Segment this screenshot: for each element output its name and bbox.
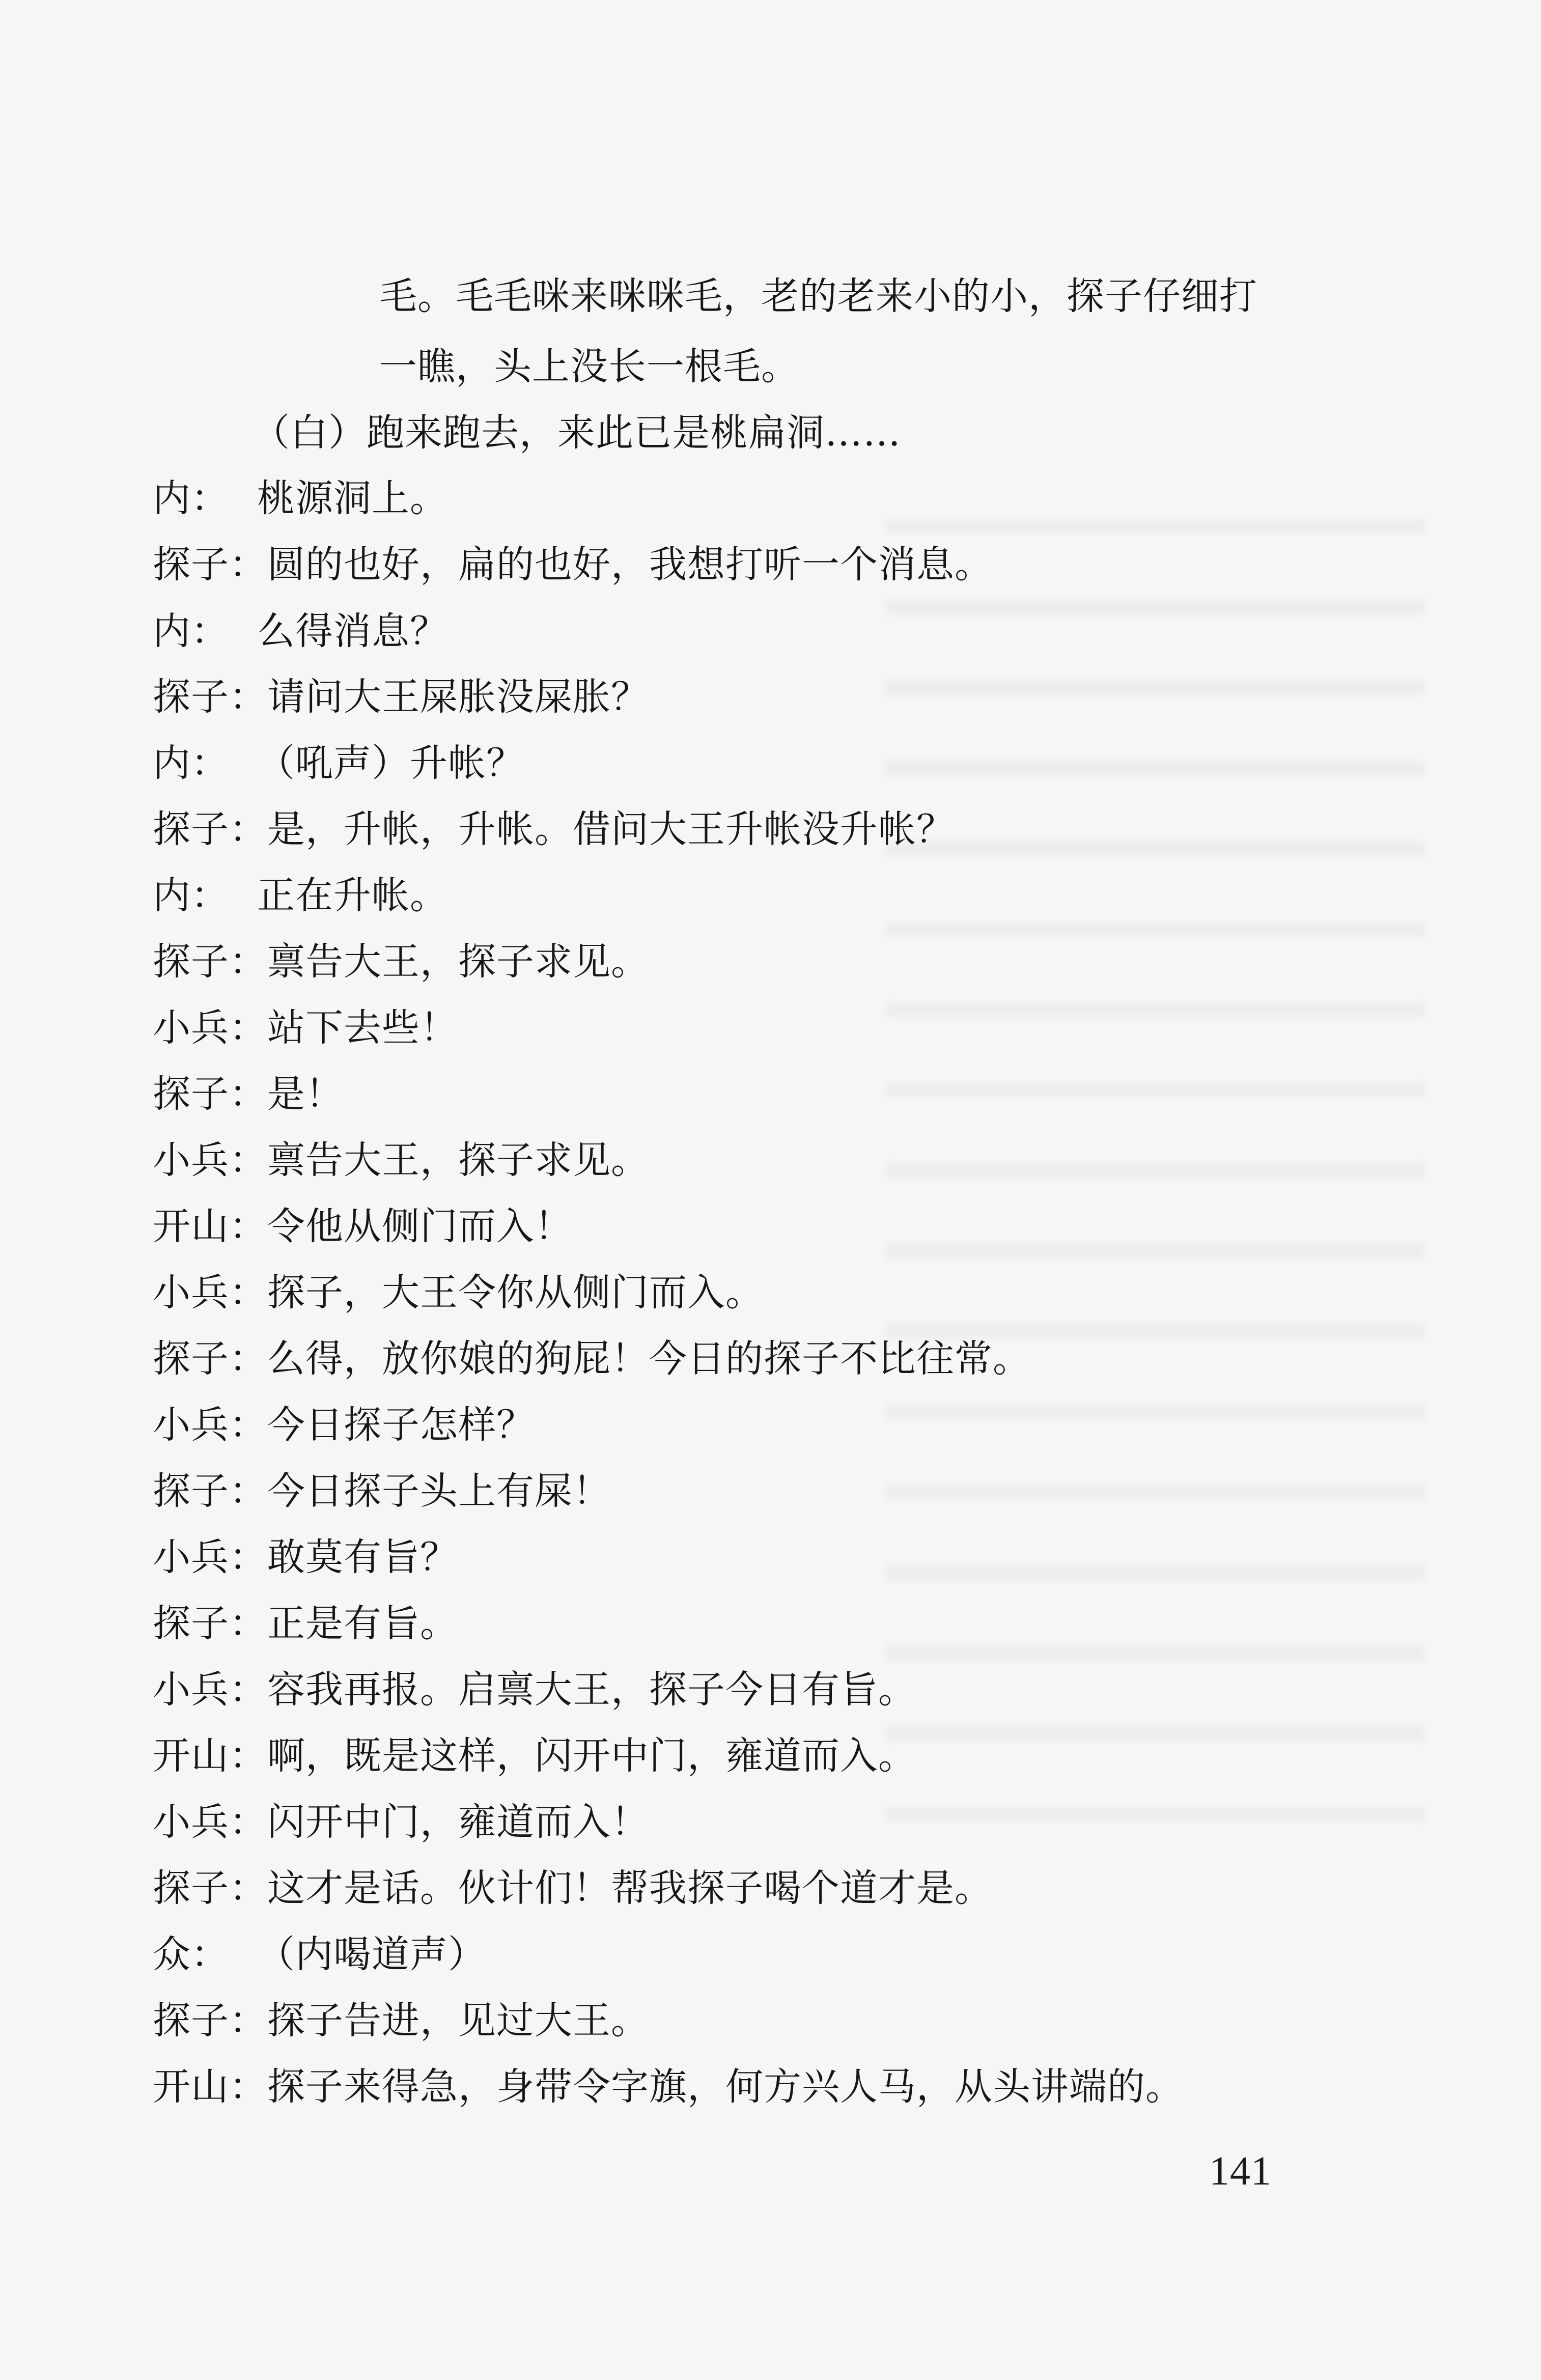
dialogue-line: [153, 1602, 458, 1645]
line-text: 么得消息？: [257, 609, 448, 653]
speaker-label: 开山：: [153, 1734, 267, 1778]
line-text: 探子，大王令你从侧门而入。: [267, 1271, 764, 1314]
speaker-label: 小兵：: [153, 1535, 267, 1579]
line-text: 容我再报。启禀大王，探子今日有旨。: [267, 1668, 916, 1712]
dialogue-line: [153, 807, 955, 851]
dialogue-line: [153, 477, 448, 520]
dialogue-line: [153, 1271, 764, 1314]
dialogue-line: [153, 609, 448, 653]
speaker-label: 探子：: [153, 675, 267, 719]
speaker-label: 探子：: [153, 1072, 267, 1116]
dialogue-line: [153, 1006, 458, 1050]
line-text: 敢莫有旨？: [267, 1535, 458, 1579]
line-text: 探子来得急，身带令字旗，何方兴人马，从头讲端的。: [267, 2065, 1184, 2109]
speaker-label: 内：: [153, 609, 229, 653]
speaker-label: 小兵：: [153, 1271, 267, 1314]
line-text: 一瞧，头上没长一根毛。: [379, 345, 799, 388]
line-text: 啊，既是这样，闪开中门，雍道而入。: [267, 1734, 916, 1778]
line-text: 探子告进，见过大王。: [267, 1999, 649, 2042]
line-text: 今日探子头上有屎！: [267, 1469, 611, 1513]
speaker-label: 内：: [153, 874, 229, 917]
speaker-label: 探子：: [153, 940, 267, 984]
line-text: 正在升帐。: [257, 874, 448, 917]
line-text: 正是有旨。: [267, 1602, 458, 1645]
speaker-label: 探子：: [153, 1337, 267, 1381]
line-text: 是！: [267, 1072, 344, 1116]
dialogue-line: [153, 2065, 1184, 2109]
speaker-label: 探子：: [153, 1999, 267, 2042]
line-text: 是，升帐，升帐。借问大王升帐没升帐？: [267, 807, 955, 851]
spoken-line: [252, 411, 901, 455]
dialogue-line: [153, 1138, 649, 1182]
speaker-label: 探子：: [153, 543, 267, 586]
speaker-label: 探子：: [153, 807, 267, 851]
speaker-label: 小兵：: [153, 1006, 267, 1050]
dialogue-line: [153, 675, 649, 719]
line-text: （吼声）升帐？: [257, 741, 524, 785]
dialogue-line: [153, 1668, 916, 1712]
speaker-label: 开山：: [153, 1205, 267, 1248]
dialogue-line: [153, 1734, 916, 1778]
speaker-label: 小兵：: [153, 1138, 267, 1182]
dialogue-line: [153, 1072, 344, 1116]
dialogue-line: [153, 1866, 993, 1910]
page-number: 141: [1209, 2149, 1272, 2194]
line-text: 么得，放你娘的狗屁！今日的探子不比往常。: [267, 1337, 1031, 1381]
line-text: 毛。毛毛咪来咪咪毛，老的老来小的小，探子仔细打: [379, 274, 1257, 318]
line-text: 禀告大王，探子求见。: [267, 940, 649, 984]
dialogue-line: [153, 1403, 535, 1447]
line-text: 闪开中门，雍道而入！: [267, 1800, 649, 1844]
speaker-label: 内：: [153, 741, 229, 785]
speaker-label: 小兵：: [153, 1668, 267, 1712]
dialogue-line: [153, 741, 524, 785]
speaker-label: 开山：: [153, 2065, 267, 2109]
speaker-label: 探子：: [153, 1866, 267, 1910]
line-text: 圆的也好，扁的也好，我想打听一个消息。: [267, 543, 993, 586]
dialogue-line: [153, 1205, 573, 1248]
dialogue-line: [153, 940, 649, 984]
bleed-through-shadow: [886, 473, 1425, 1848]
line-text: 站下去些！: [267, 1006, 458, 1050]
line-text: 请问大王屎胀没屎胀？: [267, 675, 649, 719]
dialogue-line: [153, 1933, 486, 1976]
dialogue-line: [153, 1337, 1031, 1381]
dialogue-line: [153, 543, 993, 586]
line-text: 令他从侧门而入！: [267, 1205, 573, 1248]
line-text: （内喝道声）: [257, 1933, 486, 1976]
dialogue-line: [153, 1999, 649, 2042]
line-text: 禀告大王，探子求见。: [267, 1138, 649, 1182]
line-text: 这才是话。伙计们！帮我探子喝个道才是。: [267, 1866, 993, 1910]
line-text: 桃源洞上。: [257, 477, 448, 520]
line-text: （白）跑来跑去，来此已是桃扁洞……: [252, 411, 901, 455]
speaker-label: 小兵：: [153, 1403, 267, 1447]
speaker-label: 探子：: [153, 1602, 267, 1645]
dialogue-line: [153, 1469, 611, 1513]
speaker-label: 小兵：: [153, 1800, 267, 1844]
dialogue-line: [153, 1535, 458, 1579]
verse-line-1: [379, 274, 1257, 318]
speaker-label: 内：: [153, 477, 229, 520]
dialogue-line: [153, 874, 448, 917]
speaker-label: 探子：: [153, 1469, 267, 1513]
verse-line-2: [379, 345, 799, 388]
speaker-label: 众：: [153, 1933, 229, 1976]
line-text: 今日探子怎样？: [267, 1403, 535, 1447]
dialogue-line: [153, 1800, 649, 1844]
